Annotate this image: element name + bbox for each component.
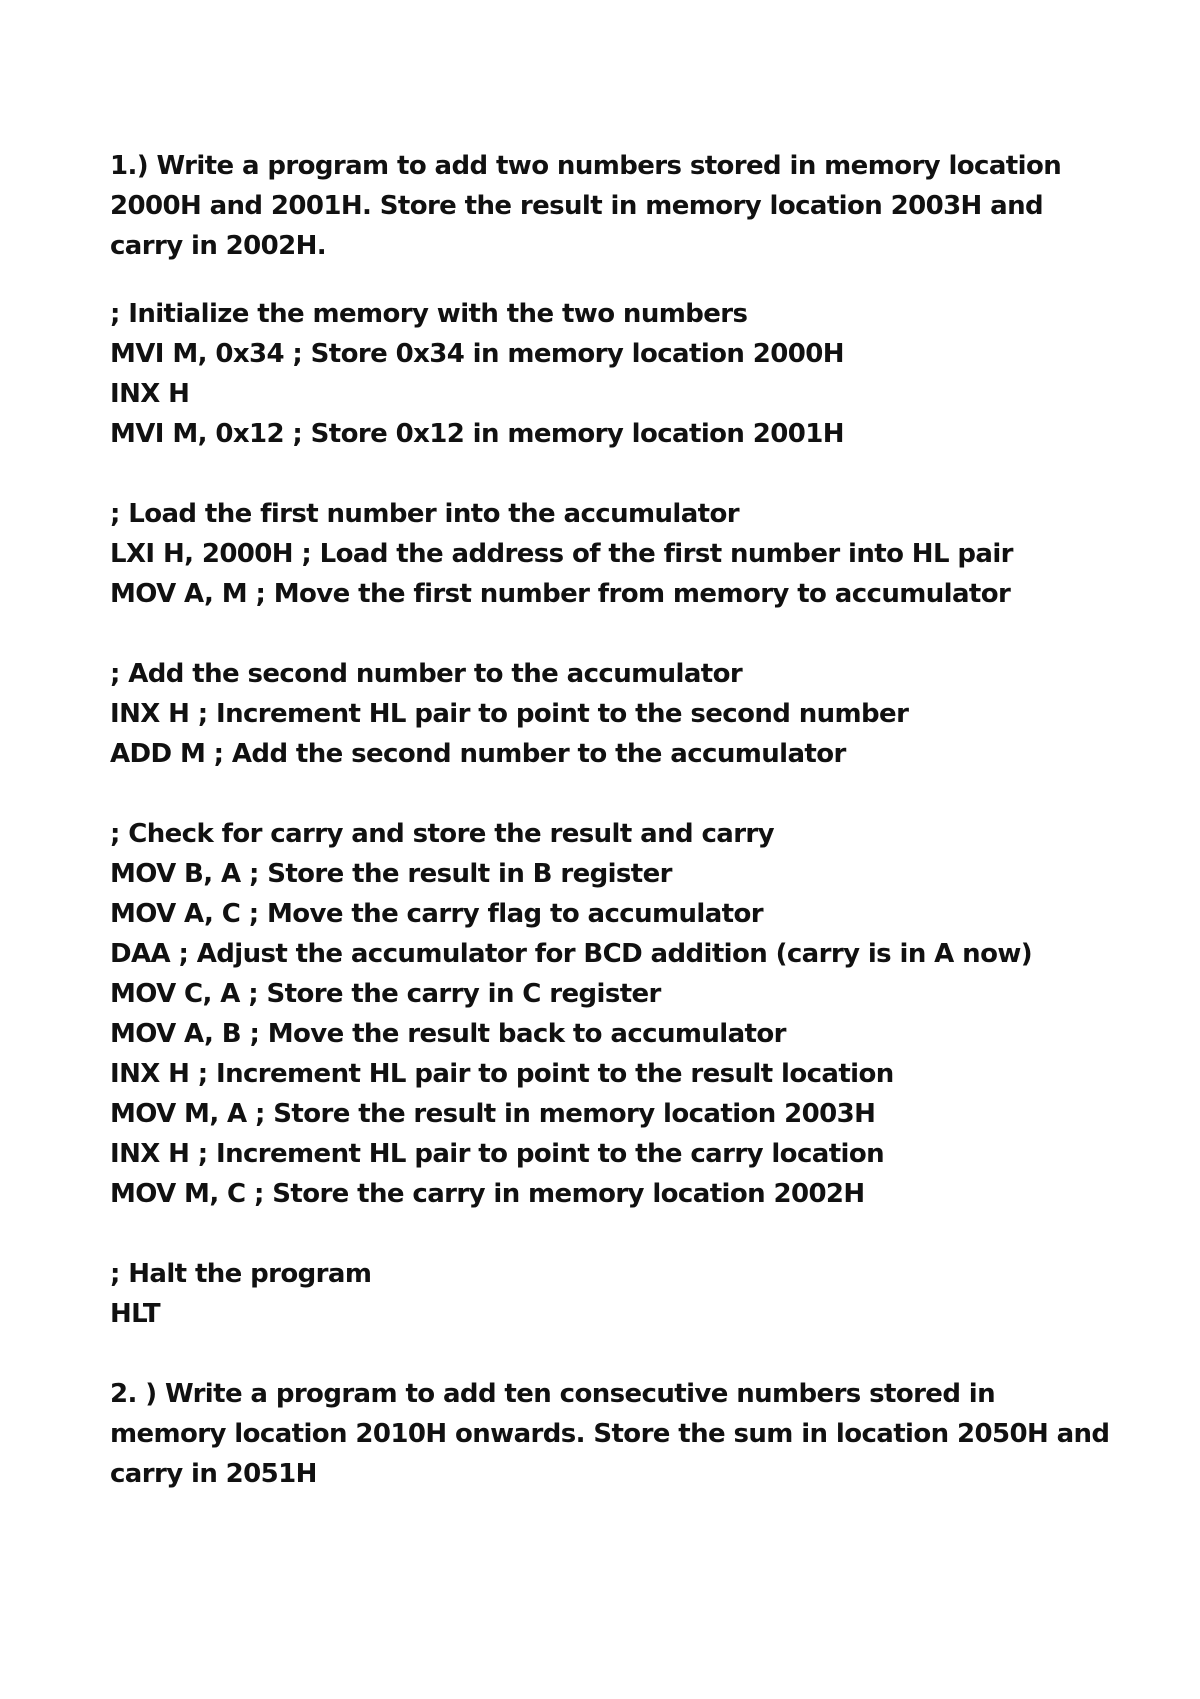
- code-block-store: [110, 814, 1110, 1214]
- code-line: INX H ; Increment HL pair to point to the second number: [110, 699, 909, 729]
- code-block-add: [110, 654, 1110, 774]
- code-line: INX H: [110, 379, 190, 409]
- code-line: LXI H, 2000H ; Load the address of the first number into HL pair: [110, 539, 1013, 569]
- code-line: MVI M, 0x34 ; Store 0x34 in memory location 2000H: [110, 339, 844, 369]
- question-1: 1.) Write a program to add two numbers stored in memory location 2000H and 2001H. Store the result in memory location 2003H and carry in 2002H.: [110, 151, 1062, 261]
- code-block-halt: [110, 1254, 1110, 1334]
- code-comment: ; Halt the program: [110, 1259, 372, 1289]
- spacer: [110, 774, 1110, 814]
- code-line: MOV A, B ; Move the result back to accumulator: [110, 1019, 786, 1049]
- code-comment: ; Add the second number to the accumulator: [110, 659, 743, 689]
- spacer: [110, 614, 1110, 654]
- spacer: [110, 1214, 1110, 1254]
- code-line: MOV M, A ; Store the result in memory location 2003H: [110, 1099, 876, 1129]
- code-line: MOV A, C ; Move the carry flag to accumulator: [110, 899, 763, 929]
- code-block-load: [110, 494, 1110, 614]
- code-line: MVI M, 0x12 ; Store 0x12 in memory location 2001H: [110, 419, 844, 449]
- spacer: [110, 454, 1110, 494]
- spacer: [110, 1334, 1110, 1374]
- code-line: MOV C, A ; Store the carry in C register: [110, 979, 661, 1009]
- code-line: MOV A, M ; Move the first number from memory to accumulator: [110, 579, 1011, 609]
- document-content: [110, 146, 1110, 1494]
- code-line: MOV M, C ; Store the carry in memory location 2002H: [110, 1179, 865, 1209]
- code-comment: ; Initialize the memory with the two numbers: [110, 299, 748, 329]
- code-comment: ; Check for carry and store the result and carry: [110, 819, 774, 849]
- code-line: INX H ; Increment HL pair to point to the carry location: [110, 1139, 885, 1169]
- question-2: 2. ) Write a program to add ten consecutive numbers stored in memory location 2010H onwards. Store the sum in location 2050H and carry in 2051H: [110, 1379, 1110, 1489]
- code-line: HLT: [110, 1299, 160, 1329]
- code-comment: ; Load the first number into the accumulator: [110, 499, 739, 529]
- spacer: [110, 266, 1110, 294]
- code-line: DAA ; Adjust the accumulator for BCD addition (carry is in A now): [110, 939, 1033, 969]
- code-block-initialize: [110, 294, 1110, 454]
- code-line: INX H ; Increment HL pair to point to the result location: [110, 1059, 894, 1089]
- code-line: ADD M ; Add the second number to the accumulator: [110, 739, 846, 769]
- code-line: MOV B, A ; Store the result in B register: [110, 859, 672, 889]
